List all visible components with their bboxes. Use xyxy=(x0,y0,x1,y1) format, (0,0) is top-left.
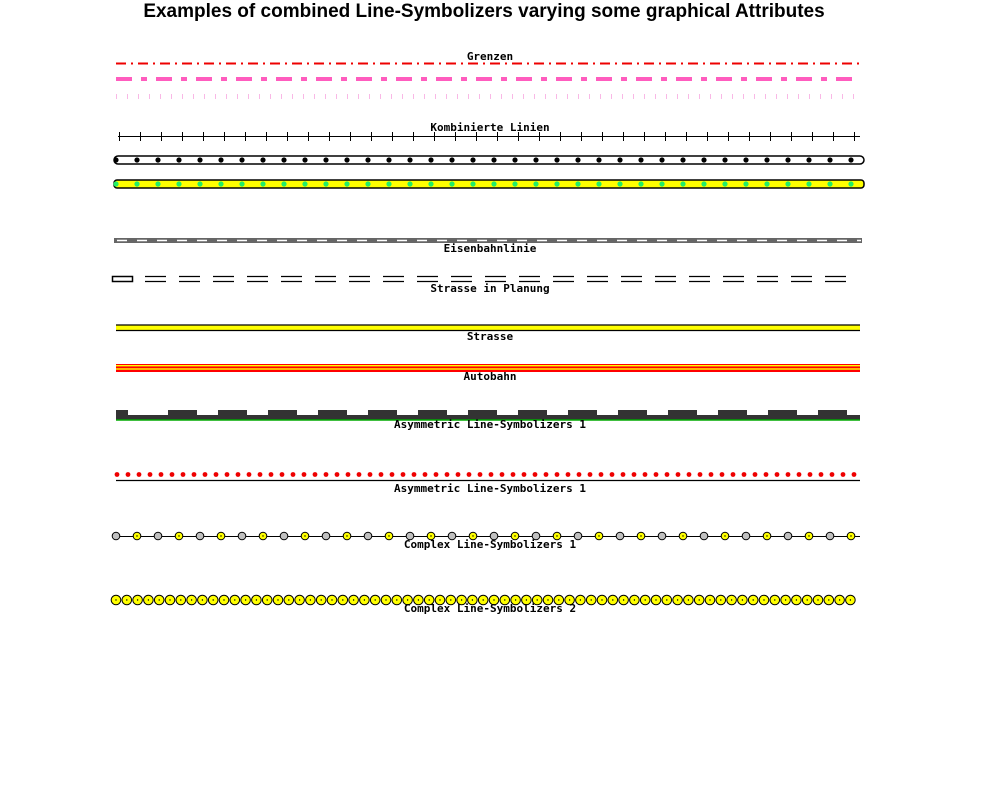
label-eisenbahnlinie: Eisenbahnlinie xyxy=(443,242,537,255)
page-title: Examples of combined Line-Symbolizers varying some graphical Attributes xyxy=(143,1,825,22)
label-complex-2: Complex Line-Symbolizers 2 xyxy=(403,602,577,615)
label-asymmetric-1: Asymmetric Line-Symbolizers 1 xyxy=(393,418,587,431)
label-autobahn: Autobahn xyxy=(463,370,517,383)
label-strasse-in-planung: Strasse in Planung xyxy=(430,282,550,295)
kombiniert-outline-line xyxy=(114,156,864,164)
label-kombinierte-linien: Kombinierte Linien xyxy=(430,121,550,134)
label-asymmetric-1b: Asymmetric Line-Symbolizers 1 xyxy=(393,482,587,495)
label-strasse: Strasse xyxy=(466,330,514,343)
label-grenzen: Grenzen xyxy=(466,50,514,63)
kombiniert-yellow-line xyxy=(114,180,864,188)
planung-start-cap xyxy=(113,277,133,282)
label-complex-1: Complex Line-Symbolizers 1 xyxy=(403,538,577,551)
